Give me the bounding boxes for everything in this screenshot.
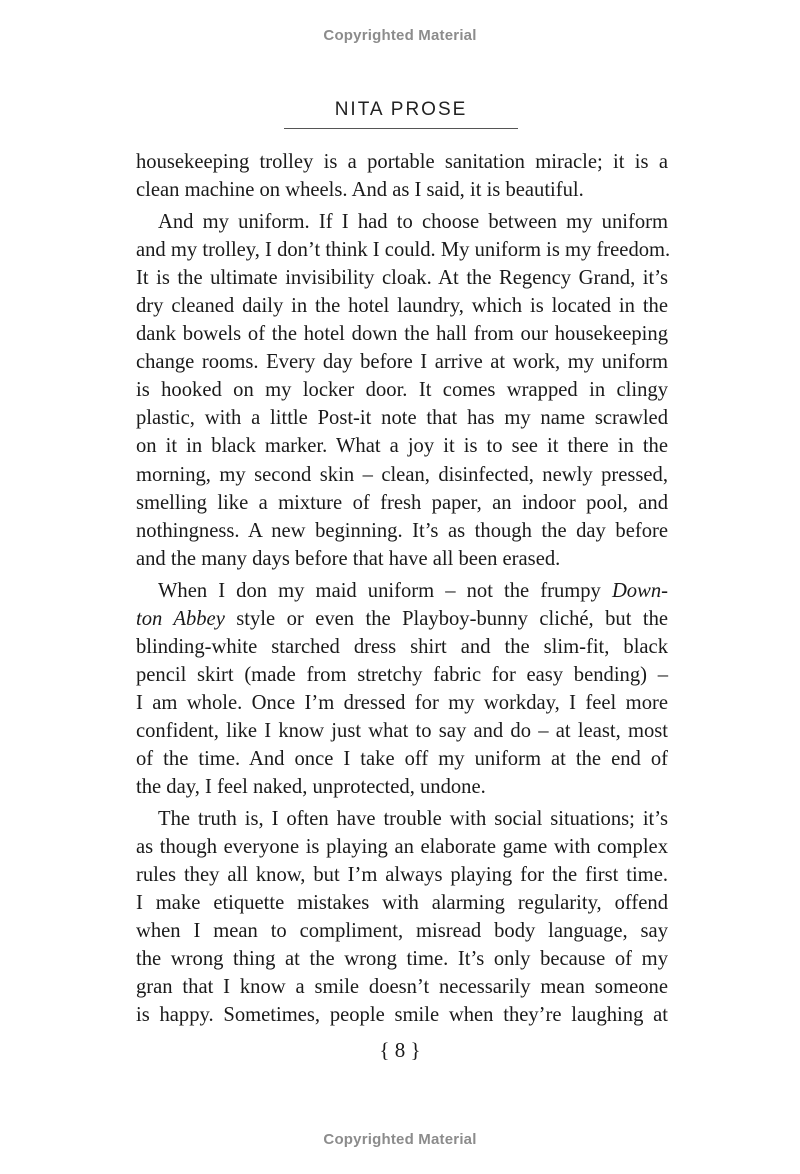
- paragraph-2: [136, 208, 671, 573]
- text-line: clean machine on wheels. And as I said, it is beautiful.: [136, 179, 584, 202]
- text-line: nothingness. A new beginning. It’s as though the day before: [136, 519, 668, 542]
- text-line: blinding-white starched dress shirt and the slim-fit, black: [136, 635, 668, 658]
- paragraph-4: [136, 805, 668, 1029]
- text-line: the day, I feel naked, unprotected, undone.: [136, 776, 486, 799]
- text-line: It is the ultimate invisibility cloak. At the Regency Grand, it’s: [136, 267, 668, 290]
- text-line: pencil skirt (made from stretchy fabric for easy bending) –: [136, 663, 668, 686]
- text-line: plastic, with a little Post-it note that has my name scrawled: [136, 407, 668, 430]
- copyright-watermark-bottom: Copyrighted Material: [323, 1131, 477, 1148]
- text-line: change rooms. Every day before I arrive at work, my uniform: [136, 351, 668, 374]
- text-run: When I don my maid uniform – not the frumpy: [158, 579, 612, 602]
- text-line: morning, my second skin – clean, disinfected, newly pressed,: [136, 463, 668, 486]
- running-head-rule: [284, 128, 518, 129]
- text-line: and my trolley, I don’t think I could. My uniform is my freedom.: [136, 239, 671, 262]
- text-line: of the time. And once I take off my uniform at the end of: [136, 747, 668, 770]
- running-head-author: NITA PROSE: [334, 99, 468, 120]
- page-number: { 8 }: [379, 1038, 421, 1062]
- text-line: dank bowels of the hotel down the hall from our housekeeping: [136, 323, 668, 346]
- text-line: [136, 577, 668, 605]
- book-title-italic: Down-: [611, 579, 668, 602]
- text-line: confident, like I know just what to say and do – at least, most: [136, 719, 668, 742]
- text-line: And my uniform. If I had to choose between my uniform: [158, 211, 668, 234]
- body-text: [136, 148, 671, 1029]
- text-line: The truth is, I often have trouble with social situations; it’s: [158, 808, 668, 831]
- text-line: is happy. Sometimes, people smile when they’re laughing at: [136, 1004, 668, 1027]
- text-line: and the many days before that have all been erased.: [136, 547, 561, 570]
- text-line: dry cleaned daily in the hotel laundry, which is located in the: [136, 295, 668, 318]
- paragraph-1: [136, 148, 668, 204]
- book-title-italic: ton Abbey: [136, 607, 225, 630]
- text-line: the wrong thing at the wrong time. It’s only because of my: [136, 948, 668, 971]
- text-line: as though everyone is playing an elaborate game with complex: [136, 836, 668, 859]
- paragraph-3: [136, 577, 668, 801]
- text-line: is hooked on my locker door. It comes wrapped in clingy: [136, 379, 668, 402]
- text-line: rules they all know, but I’m always playing for the first time.: [136, 864, 668, 887]
- text-line: when I mean to compliment, misread body language, say: [136, 920, 668, 943]
- text-line: on it in black marker. What a joy it is to see it there in the: [136, 435, 668, 458]
- text-line: housekeeping trolley is a portable sanitation miracle; it is a: [136, 151, 668, 173]
- copyright-watermark-top: Copyrighted Material: [323, 27, 477, 44]
- text-run: style or even the Playboy-bunny cliché, but the: [224, 607, 669, 630]
- text-line: smelling like a mixture of fresh paper, an indoor pool, and: [136, 491, 668, 514]
- text-line: I make etiquette mistakes with alarming regularity, offend: [136, 892, 668, 915]
- text-line: I am whole. Once I’m dressed for my workday, I feel more: [136, 691, 668, 714]
- text-line: [136, 605, 668, 633]
- text-line: gran that I know a smile doesn’t necessarily mean someone: [136, 976, 668, 999]
